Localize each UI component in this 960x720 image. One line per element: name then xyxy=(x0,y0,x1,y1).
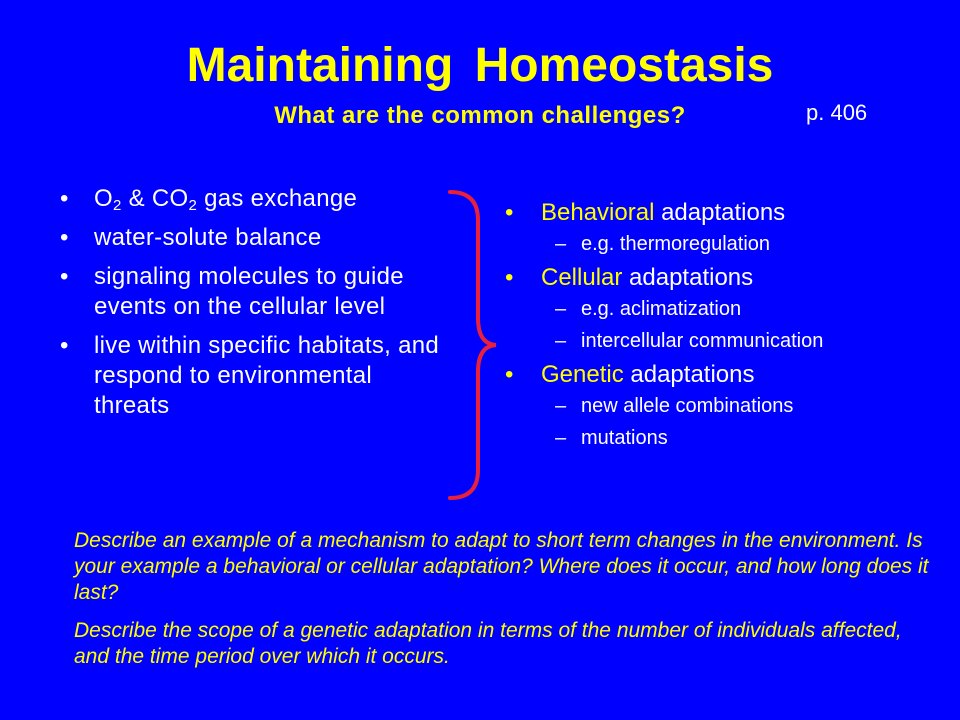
gas-exchange-text xyxy=(94,185,357,212)
bullet-icon: • xyxy=(505,264,514,291)
dash-icon: – xyxy=(555,298,567,320)
adaptation-behavioral xyxy=(505,198,935,228)
slide-title: Maintaining Homeostasis xyxy=(186,39,774,92)
bullet-icon: • xyxy=(505,361,514,388)
gas-exchange-suffix: gas exchange xyxy=(197,185,358,212)
dash-icon: – xyxy=(555,233,567,255)
list-item xyxy=(58,223,453,253)
list-item-text: water-solute balance xyxy=(94,224,322,251)
adaptation-type: Genetic xyxy=(541,361,624,388)
bullet-icon: • xyxy=(505,199,514,226)
subscript: 2 xyxy=(112,197,122,214)
list-item xyxy=(58,184,453,214)
co-text: & CO xyxy=(121,185,189,212)
dash-icon: – xyxy=(555,395,567,417)
subscript: 2 xyxy=(188,197,198,214)
page-reference: p. 406 xyxy=(806,100,868,125)
sub-list-item xyxy=(505,425,935,451)
list-item xyxy=(58,262,453,322)
adaptation-cellular xyxy=(505,263,935,293)
curly-brace-icon xyxy=(448,190,498,500)
sub-item-text: mutations xyxy=(581,427,668,449)
bullet-icon: • xyxy=(60,185,69,212)
bullet-icon: • xyxy=(60,332,69,359)
adaptation-genetic xyxy=(505,360,935,390)
sub-list-item xyxy=(505,296,935,322)
list-item-text: live within specific habitats, and respond to environmental threats xyxy=(94,332,440,419)
adaptations-list xyxy=(505,198,935,457)
bullet-icon: • xyxy=(60,263,69,290)
adaptation-label: adaptations xyxy=(623,361,755,388)
discussion-prompts xyxy=(74,528,934,682)
o-text: O xyxy=(94,185,113,212)
sub-item-text: e.g. thermoregulation xyxy=(581,233,771,255)
dash-icon: – xyxy=(555,330,567,352)
adaptation-label: adaptations xyxy=(654,199,786,226)
adaptation-label: adaptations xyxy=(622,264,754,291)
sub-item-text: intercellular communication xyxy=(581,330,824,352)
sub-list-item xyxy=(505,231,935,257)
sub-list-item xyxy=(505,393,935,419)
prompt-short-term: Describe an example of a mechanism to adapt to short term changes in the environment. Is your example a behavioral or cellular adaptation? Where does it occur, and how long does it last? xyxy=(74,529,929,604)
prompt-genetic: Describe the scope of a genetic adaptation in terms of the number of individuals affected, and the time period over which it occurs. xyxy=(74,619,902,668)
adaptation-type: Behavioral xyxy=(541,199,655,226)
list-item-text: signaling molecules to guide events on the cellular level xyxy=(94,263,404,320)
sub-item-text: e.g. aclimatization xyxy=(581,298,742,320)
dash-icon: – xyxy=(555,427,567,449)
challenges-list xyxy=(58,184,453,430)
sub-item-text: new allele combinations xyxy=(581,395,794,417)
list-item xyxy=(58,331,453,421)
sub-list-item xyxy=(505,328,935,354)
adaptation-type: Cellular xyxy=(541,264,623,291)
bullet-icon: • xyxy=(60,224,69,251)
slide-subtitle: What are the common challenges? xyxy=(274,102,686,129)
